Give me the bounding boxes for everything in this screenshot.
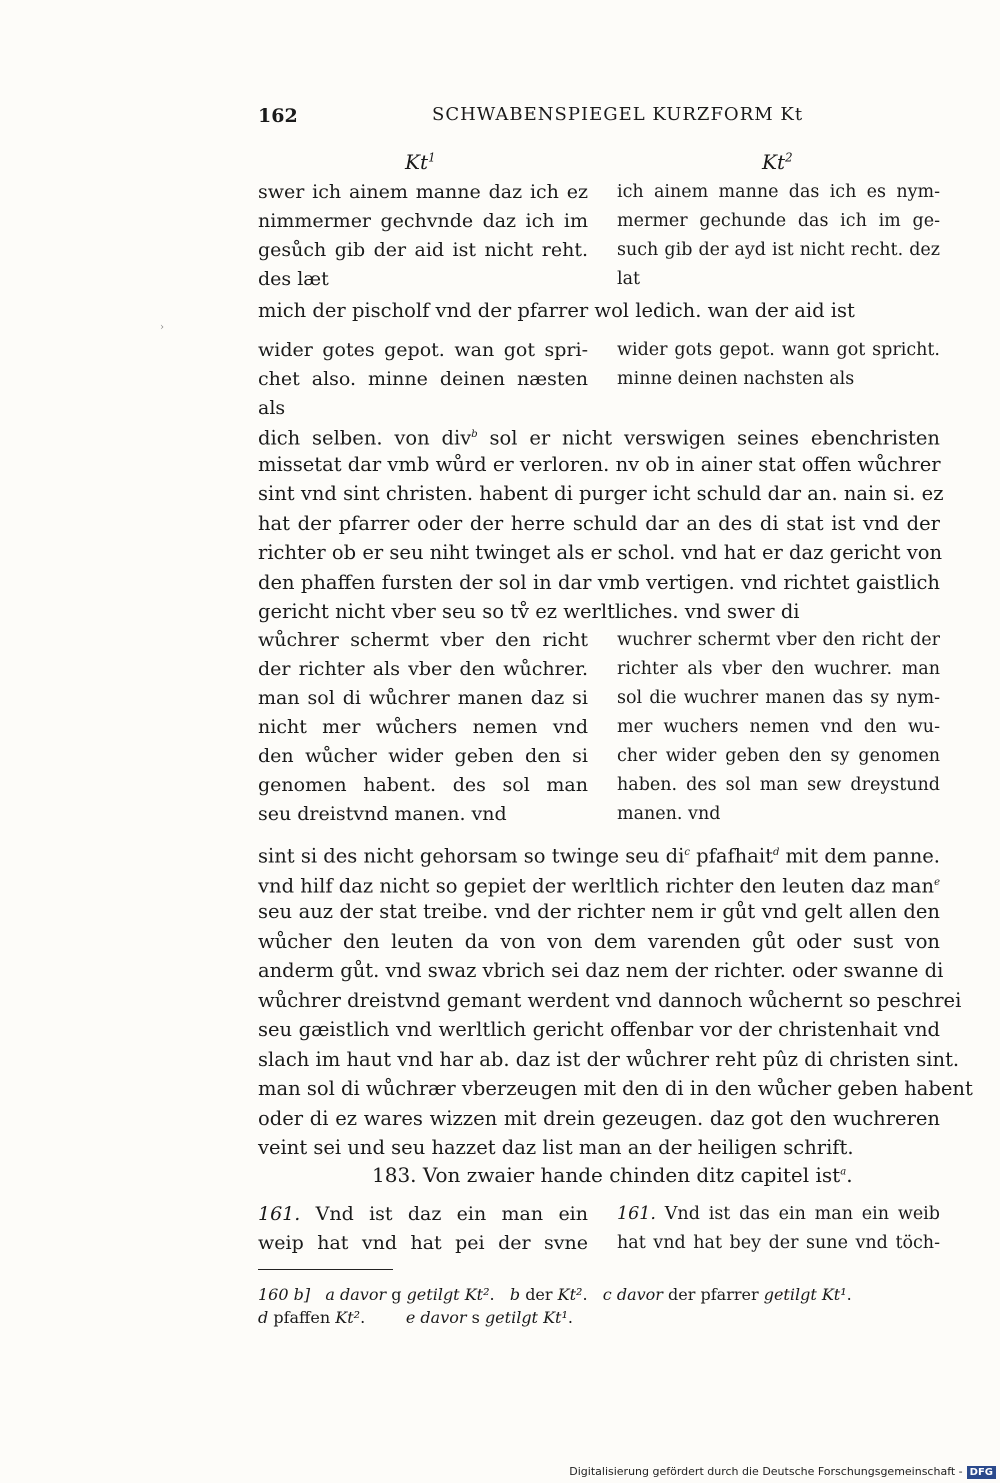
full-width-text-1: [258, 296, 940, 326]
text-line: mermer gechunde das ich im ge-: [617, 211, 940, 231]
full-width-text-3: [258, 838, 973, 1163]
text-line: sint si des nicht gehorsam so twinge seu di$^c$ pfafhait$^d$ mit dem panne.: [258, 844, 941, 868]
footnote-marker: d: [772, 847, 780, 858]
text-line: hat der pfarrer oder der herre schuld dar an des di stat ist vnd der: [258, 511, 940, 535]
text-line: der richter als vber den wůchrer.: [258, 658, 588, 680]
text-line: vnd hilf daz nicht so gepiet der werltlich richter den leuten daz man$^e$: [258, 874, 940, 897]
footnote-line: 160 b] a davor g getilgt Kt². b der Kt². c davor der pfarrer getilgt Kt¹.: [258, 1285, 852, 1304]
text-line: seu gæistlich vnd werltlich gericht offenbar vor der christenhait vnd: [258, 1018, 940, 1041]
footnote-marker: c: [684, 847, 690, 858]
text-line: haben. des sol man sew dreystund: [617, 775, 940, 795]
text-line: chet also. minne deinen næsten: [258, 368, 588, 390]
text-line: swer ich ainem manne daz ich ez: [258, 181, 588, 203]
text-line: dich selben. von div$^b$ sol er nicht verswigen seines ebenchristen: [258, 426, 940, 450]
text-line: als: [258, 397, 286, 419]
block4-right-column: [617, 1200, 940, 1258]
text-line: des læt: [258, 268, 329, 290]
block3-right-column: [617, 626, 940, 829]
footnote-rule: [258, 1269, 393, 1270]
right-column-heading: Kt$^2$: [762, 150, 793, 174]
text-line: hat vnd hat bey der sune vnd töch-: [617, 1233, 940, 1253]
text-line: such gib der ayd ist nicht recht. dez: [617, 240, 940, 260]
text-line: veint sei und seu hazzet daz list man an der heiligen schrift.: [258, 1136, 854, 1159]
text-line: weip hat vnd hat pei der svne: [258, 1232, 588, 1254]
scan-mark: ›: [160, 322, 164, 333]
running-title: SCHWABENSPIEGEL KURZFORM Kt: [432, 104, 804, 125]
text-line: slach im haut vnd har ab. daz ist der wůchrer reht pûz di christen sint.: [258, 1047, 960, 1071]
text-line: ich ainem manne das ich es nym-: [617, 182, 940, 202]
full-width-text-2: [258, 420, 944, 627]
block4-left-column: [258, 1200, 588, 1258]
left-column-heading: Kt$^1$: [405, 150, 436, 174]
text-line: nicht mer wůchers nemen vnd: [258, 716, 588, 738]
section-heading: 183. Von zwaier hande chinden ditz capitel ist$^a$.: [372, 1163, 853, 1187]
text-line: oder di ez wares wizzen mit drein gezeugen. daz got den wuchreren: [258, 1106, 940, 1130]
text-line: seu dreistvnd manen. vnd: [258, 803, 507, 825]
text-line: missetat dar vmb wůrd er verloren. nv ob in ainer stat offen wůchrer: [258, 452, 941, 476]
block2-right-column: [617, 336, 940, 394]
text-line: mich der pischolf vnd der pfarrer wol ledich. wan der aid ist: [258, 299, 855, 322]
text-line: wůchrer dreistvnd gemant werdent vnd dannoch wůchernt so peschrei: [258, 988, 962, 1012]
footnotes: [258, 1283, 942, 1329]
text-line: den wůcher wider geben den si: [258, 745, 588, 767]
block1-left-column: [258, 178, 588, 294]
text-line: seu auz der stat treibe. vnd der richter nem ir gůt vnd gelt allen den: [258, 900, 940, 923]
paragraph-number: 161.: [258, 1203, 301, 1225]
text-line: wider gots gepot. wann got spricht.: [617, 340, 940, 360]
text-line: gericht nicht vber seu so tv̊ ez werltliches. vnd swer di: [258, 600, 800, 623]
text-line: anderm gůt. vnd swaz vbrich sei daz nem der richter. oder swanne di: [258, 959, 944, 982]
text-line: 161. Vnd ist das ein man ein weib: [617, 1204, 940, 1224]
text-line: minne deinen nachsten als: [617, 369, 855, 389]
dfg-logo: DFG: [967, 1466, 996, 1479]
text-line: den phaffen fursten der sol in dar vmb vertigen. vnd richtet gaistlich: [258, 570, 940, 594]
text-line: wůchrer schermt vber den richt: [258, 629, 588, 651]
footnote-line: d pfaffen Kt². e davor s getilgt Kt¹.: [258, 1308, 573, 1327]
text-line: man sol di wůchrær vberzeugen mit den di in den wůcher geben habent: [258, 1077, 973, 1100]
text-line: wůcher den leuten da von von dem varenden gůt oder sust von: [258, 929, 940, 953]
text-line: gesůch gib der aid ist nicht reht.: [258, 239, 588, 261]
page-number: 162: [258, 105, 298, 127]
block3-left-column: [258, 626, 588, 829]
footnote-marker: b: [471, 429, 478, 440]
digitization-footer: Digitalisierung gefördert durch die Deutsche Forschungsgemeinschaft - DFG: [569, 1465, 1000, 1483]
block2-left-column: [258, 336, 588, 423]
footnote-marker: e: [934, 876, 940, 888]
text-line: genomen habent. des sol man: [258, 774, 588, 796]
text-line: richter ob er seu niht twinget als er schol. vnd hat er daz gericht von: [258, 541, 943, 564]
text-line: nimmermer gechvnde daz ich im: [258, 210, 588, 232]
block1-right-column: [617, 178, 940, 294]
text-line: sol die wuchrer manen das sy nym-: [617, 688, 940, 708]
paragraph-number: 161.: [617, 1204, 656, 1224]
text-line: richter als vber den wuchrer. man: [617, 659, 940, 679]
text-line: 161. Vnd ist daz ein man ein: [258, 1203, 588, 1225]
text-line: man sol di wůchrer manen daz si: [258, 687, 588, 709]
text-line: lat: [617, 269, 641, 289]
text-line: cher wider geben den sy genomen: [617, 746, 940, 766]
text-line: wider gotes gepot. wan got spri-: [258, 339, 588, 361]
footnote-marker: a: [840, 1166, 847, 1178]
text-line: manen. vnd: [617, 804, 721, 824]
text-line: sint vnd sint christen. habent di purger icht schuld dar an. nain si. ez: [258, 482, 944, 505]
text-line: wuchrer schermt vber den richt der: [617, 630, 940, 650]
text-line: mer wuchers nemen vnd den wu-: [617, 717, 940, 737]
